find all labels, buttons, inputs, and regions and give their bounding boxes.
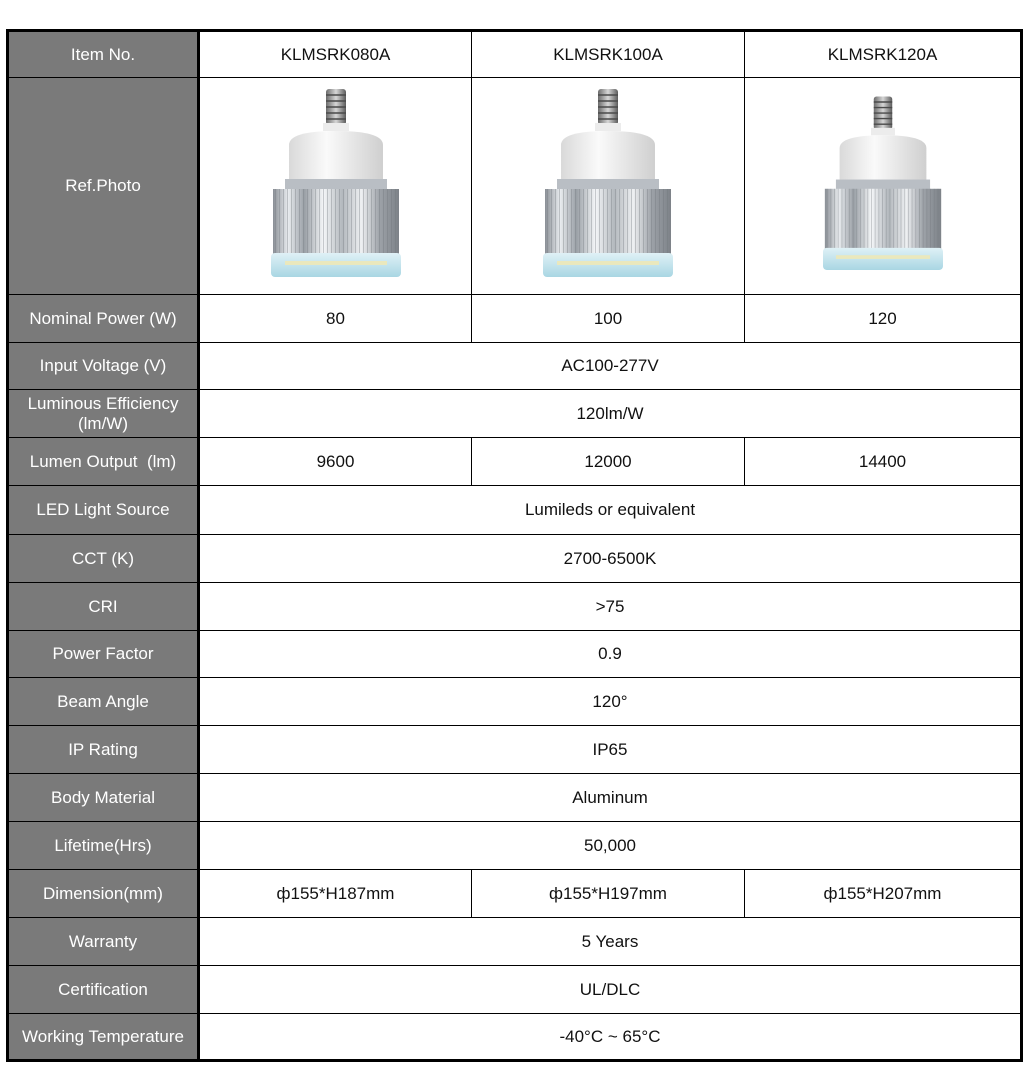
row-label-lumen-output: Lumen Output (lm) <box>8 438 199 486</box>
cell-item-no-1: KLMSRK080A <box>199 31 472 78</box>
row-label-lifetime: Lifetime(Hrs) <box>8 822 199 870</box>
cell-luminous-efficiency: 120lm/W <box>199 390 1022 438</box>
led-bulb-photo-3 <box>823 89 943 283</box>
row-input-voltage <box>8 343 1022 390</box>
row-label-ref-photo: Ref.Photo <box>8 78 199 295</box>
row-label-working-temperature: Working Temperature <box>8 1014 199 1061</box>
cell-cct: 2700-6500K <box>199 535 1022 583</box>
row-cri <box>8 583 1022 631</box>
row-label-ip-rating: IP Rating <box>8 726 199 774</box>
row-label-beam-angle: Beam Angle <box>8 678 199 726</box>
row-label-cct: CCT (K) <box>8 535 199 583</box>
row-nominal-power <box>8 295 1022 343</box>
cell-certification: UL/DLC <box>199 966 1022 1014</box>
led-bulb-photo-1 <box>271 89 401 283</box>
row-label-item-no: Item No. <box>8 31 199 78</box>
photo-cell-3 <box>745 78 1022 295</box>
row-working-temperature <box>8 1014 1022 1061</box>
row-lifetime <box>8 822 1022 870</box>
cell-lumen-output-3: 14400 <box>745 438 1022 486</box>
row-body-material <box>8 774 1022 822</box>
row-label-certification: Certification <box>8 966 199 1014</box>
row-label-cri: CRI <box>8 583 199 631</box>
cell-cri: >75 <box>199 583 1022 631</box>
row-label-dimension: Dimension(mm) <box>8 870 199 918</box>
row-label-led-light-source: LED Light Source <box>8 486 199 535</box>
row-led-light-source <box>8 486 1022 535</box>
cell-item-no-2: KLMSRK100A <box>472 31 745 78</box>
led-bulb-photo-2 <box>543 89 673 283</box>
cell-input-voltage: AC100-277V <box>199 343 1022 390</box>
row-label-body-material: Body Material <box>8 774 199 822</box>
cell-dimension-2: ф155*H197mm <box>472 870 745 918</box>
cell-lifetime: 50,000 <box>199 822 1022 870</box>
row-label-warranty: Warranty <box>8 918 199 966</box>
cell-lumen-output-1: 9600 <box>199 438 472 486</box>
row-label-nominal-power: Nominal Power (W) <box>8 295 199 343</box>
row-cct <box>8 535 1022 583</box>
cell-beam-angle: 120° <box>199 678 1022 726</box>
cell-power-factor: 0.9 <box>199 631 1022 678</box>
row-beam-angle <box>8 678 1022 726</box>
cell-working-temperature: -40°C ~ 65°C <box>199 1014 1022 1061</box>
row-label-luminous-efficiency-line2: (lm/W) <box>77 413 129 433</box>
cell-led-light-source: Lumileds or equivalent <box>199 486 1022 535</box>
photo-cell-2 <box>472 78 745 295</box>
row-luminous-efficiency <box>8 390 1022 438</box>
row-lumen-output <box>8 438 1022 486</box>
row-warranty <box>8 918 1022 966</box>
row-label-luminous-efficiency-line1: Luminous Efficiency <box>27 393 179 413</box>
row-item-no <box>8 31 1022 78</box>
row-label-luminous-efficiency <box>8 390 199 438</box>
row-dimension <box>8 870 1022 918</box>
cell-ip-rating: IP65 <box>199 726 1022 774</box>
cell-warranty: 5 Years <box>199 918 1022 966</box>
cell-dimension-1: ф155*H187mm <box>199 870 472 918</box>
cell-item-no-3: KLMSRK120A <box>745 31 1022 78</box>
row-certification <box>8 966 1022 1014</box>
cell-body-material: Aluminum <box>199 774 1022 822</box>
cell-lumen-output-2: 12000 <box>472 438 745 486</box>
row-ref-photo <box>8 78 1022 295</box>
cell-nominal-power-1: 80 <box>199 295 472 343</box>
spec-table <box>6 29 1023 1062</box>
cell-dimension-3: ф155*H207mm <box>745 870 1022 918</box>
cell-nominal-power-3: 120 <box>745 295 1022 343</box>
cell-nominal-power-2: 100 <box>472 295 745 343</box>
row-label-input-voltage: Input Voltage (V) <box>8 343 199 390</box>
photo-cell-1 <box>199 78 472 295</box>
row-power-factor <box>8 631 1022 678</box>
row-ip-rating <box>8 726 1022 774</box>
row-label-power-factor: Power Factor <box>8 631 199 678</box>
